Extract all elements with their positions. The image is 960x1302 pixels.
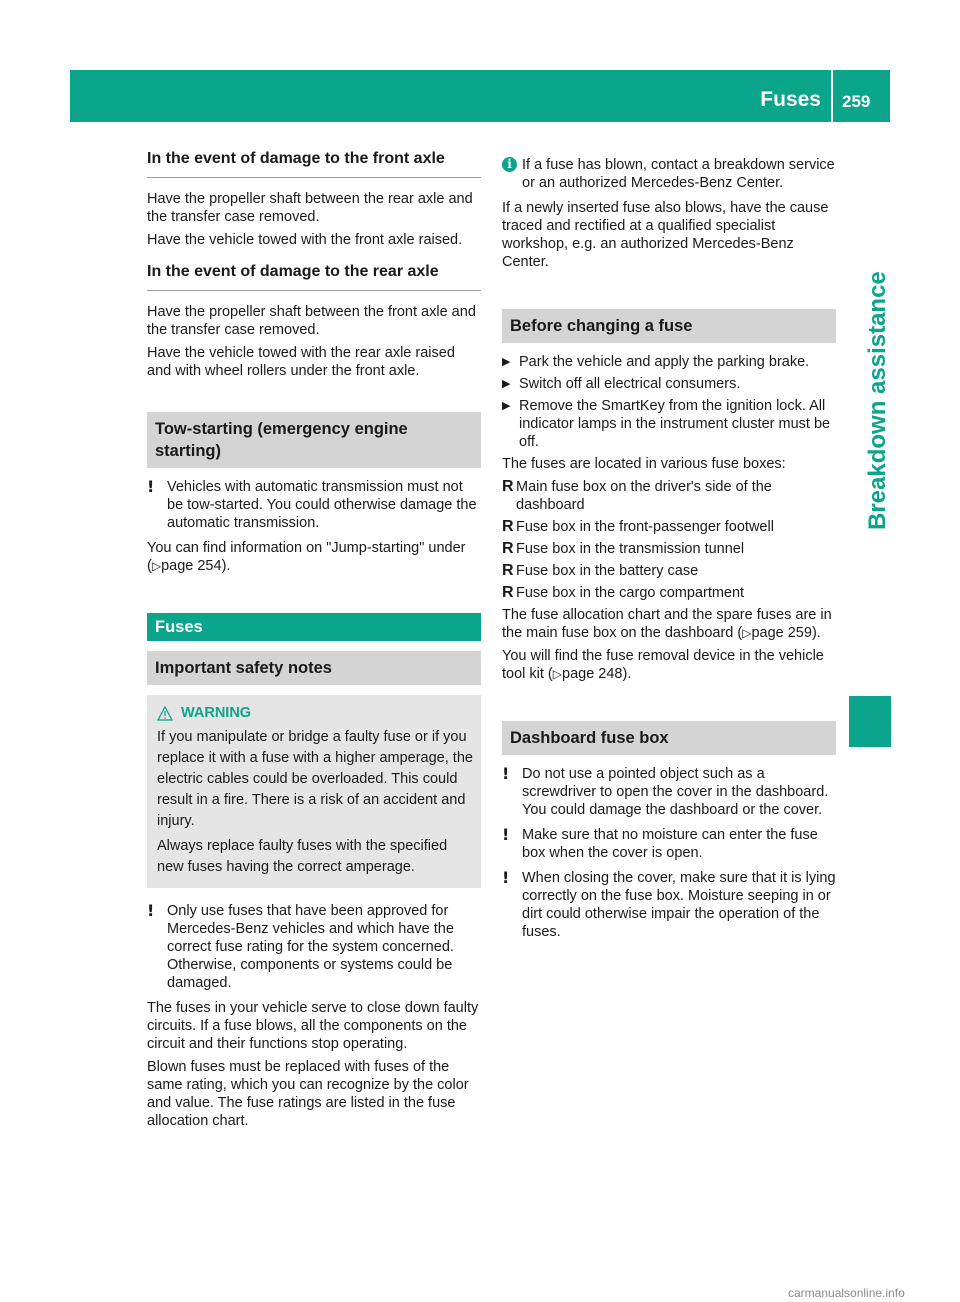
bullet-icon: R (502, 540, 514, 557)
step-arrow-icon: ▶ (502, 378, 511, 390)
cross-reference-arrow-icon: ▷ (151, 559, 162, 573)
note-text: Make sure that no moisture can enter the fuse box when the cover is open. (522, 827, 818, 861)
cross-reference-arrow-icon: ▷ (552, 667, 562, 681)
front-axle-para-2: Have the vehicle towed with the front axle raised. (147, 232, 463, 248)
warning-para-1: If you manipulate or bridge a faulty fuse or if you replace it with a fuse with a higher amperage, the electric cables could be overloaded. This could result in a fire. There is a risk of an accident and injury. (157, 729, 473, 829)
rear-axle-para-2: Have the vehicle towed with the rear axle raised and with wheel rollers under the front axle. (147, 345, 455, 379)
dashboard-note (502, 765, 836, 819)
list-item (502, 584, 836, 602)
step-item (502, 353, 836, 371)
step-text: Remove the SmartKey from the ignition lock. All indicator lamps in the instrument cluster must be off. (519, 398, 831, 450)
tow-starting-heading: Tow-starting (emergency engine starting) (147, 412, 481, 468)
front-axle-heading: In the event of damage to the front axle (147, 148, 481, 178)
warning-title (157, 703, 473, 724)
list-item (502, 518, 836, 536)
para-text: The fuse allocation chart and the spare fuses are in the main fuse box on the dashboard ( (502, 607, 832, 641)
rear-axle-para-1: Have the propeller shaft between the front axle and the transfer case removed. (147, 304, 476, 338)
dashboard-note (502, 826, 836, 862)
dashboard-fuse-box-heading: Dashboard fuse box (502, 721, 836, 755)
page-reference-link[interactable]: page 248 (562, 666, 623, 682)
bullet-icon: R (502, 562, 514, 579)
removal-device-para (502, 647, 836, 683)
list-item-text: Fuse box in the transmission tunnel (516, 541, 745, 557)
exclamation-icon: ! (147, 901, 155, 920)
note-text: Only use fuses that have been approved for Mercedes-Benz vehicles and which have the correct fuse rating for the system concerned. Otherwise, components or systems could be damaged. (167, 903, 454, 991)
warning-triangle-icon (157, 706, 173, 721)
located-para: The fuses are located in various fuse boxes: (502, 456, 786, 472)
bullet-icon: R (502, 478, 514, 495)
step-arrow-icon: ▶ (502, 400, 511, 412)
note-text: Do not use a pointed object such as a screwdriver to open the cover in the dashboard. You could damage the dashboard or the cover. (522, 766, 829, 818)
exclamation-icon: ! (502, 868, 510, 887)
before-changing-heading: Before changing a fuse (502, 309, 836, 343)
list-item (502, 478, 836, 514)
newly-inserted-para: If a newly inserted fuse also blows, have the cause traced and rectified at a qualified specialist workshop, e.g. an authorized Mercedes-Benz Center. (502, 200, 829, 270)
list-item-text: Fuse box in the battery case (516, 563, 699, 579)
para-text: ). (221, 558, 231, 574)
info-note (502, 156, 836, 192)
exclamation-icon: ! (502, 825, 510, 844)
fuses-para-1: The fuses in your vehicle serve to close down faulty circuits. If a fuse blows, all the components on the circuit and their functions stop operating. (147, 1000, 479, 1052)
list-item (502, 540, 836, 558)
bullet-icon: R (502, 518, 514, 535)
step-text: Switch off all electrical consumers. (519, 376, 741, 392)
note-text: When closing the cover, make sure that it is lying correctly on the fuse box. Moisture seeping in or dirt could otherwise impair the operation of the fuses. (522, 870, 836, 940)
page-reference-link[interactable]: page 254 (161, 558, 222, 574)
tow-starting-note (147, 478, 481, 532)
dashboard-note (502, 869, 836, 941)
step-arrow-icon: ▶ (502, 356, 511, 368)
approved-fuses-note (147, 902, 481, 992)
info-icon: i (502, 157, 517, 172)
warning-para-2: Always replace faulty fuses with the specified new fuses having the correct amperage. (157, 838, 448, 875)
page-number: 259 (842, 92, 871, 111)
chapter-title: Fuses (760, 88, 821, 111)
step-item (502, 397, 836, 451)
exclamation-icon: ! (147, 477, 155, 496)
exclamation-icon: ! (502, 764, 510, 783)
front-axle-para-1: Have the propeller shaft between the rear axle and the transfer case removed. (147, 191, 473, 225)
watermark-text: carmanualsonline.info (788, 1286, 905, 1300)
left-column (147, 148, 481, 1135)
right-column (502, 156, 836, 948)
warning-label: WARNING (181, 705, 252, 721)
note-text: Vehicles with automatic transmission must not be tow-started. You could otherwise damage the automatic transmission. (167, 479, 477, 531)
cross-reference-arrow-icon: ▷ (742, 626, 752, 640)
warning-box (147, 695, 481, 888)
list-item (502, 562, 836, 580)
info-note-text: If a fuse has blown, contact a breakdown service or an authorized Mercedes-Benz Center. (522, 157, 835, 191)
list-item-text: Fuse box in the cargo compartment (516, 585, 745, 601)
step-item (502, 375, 836, 393)
list-item-text: Main fuse box on the driver's side of the dashboard (516, 479, 772, 513)
para-text: ). (622, 666, 632, 682)
side-tab-marker (849, 696, 891, 747)
safety-notes-heading: Important safety notes (147, 651, 481, 685)
page-reference-link[interactable]: page 259 (751, 625, 812, 641)
bullet-icon: R (502, 584, 514, 601)
allocation-chart-para (502, 606, 836, 642)
list-item-text: Fuse box in the front-passenger footwell (516, 519, 774, 535)
jump-starting-para (147, 539, 481, 575)
fuses-section-heading: Fuses (147, 613, 481, 641)
header-divider (831, 70, 833, 122)
rear-axle-heading: In the event of damage to the rear axle (147, 261, 481, 291)
step-text: Park the vehicle and apply the parking brake. (519, 354, 810, 370)
side-tab-label: Breakdown assistance (864, 271, 891, 530)
fuses-para-2: Blown fuses must be replaced with fuses of the same rating, which you can recognize by the color and value. The fuse ratings are listed in the fuse allocation chart. (147, 1059, 469, 1129)
para-text: You can find information on "Jump-starting" under ( (147, 540, 466, 574)
info-icon-wrapper (502, 156, 522, 192)
para-text: You will find the fuse removal device in the vehicle tool kit ( (502, 648, 824, 682)
para-text: ). (811, 625, 821, 641)
